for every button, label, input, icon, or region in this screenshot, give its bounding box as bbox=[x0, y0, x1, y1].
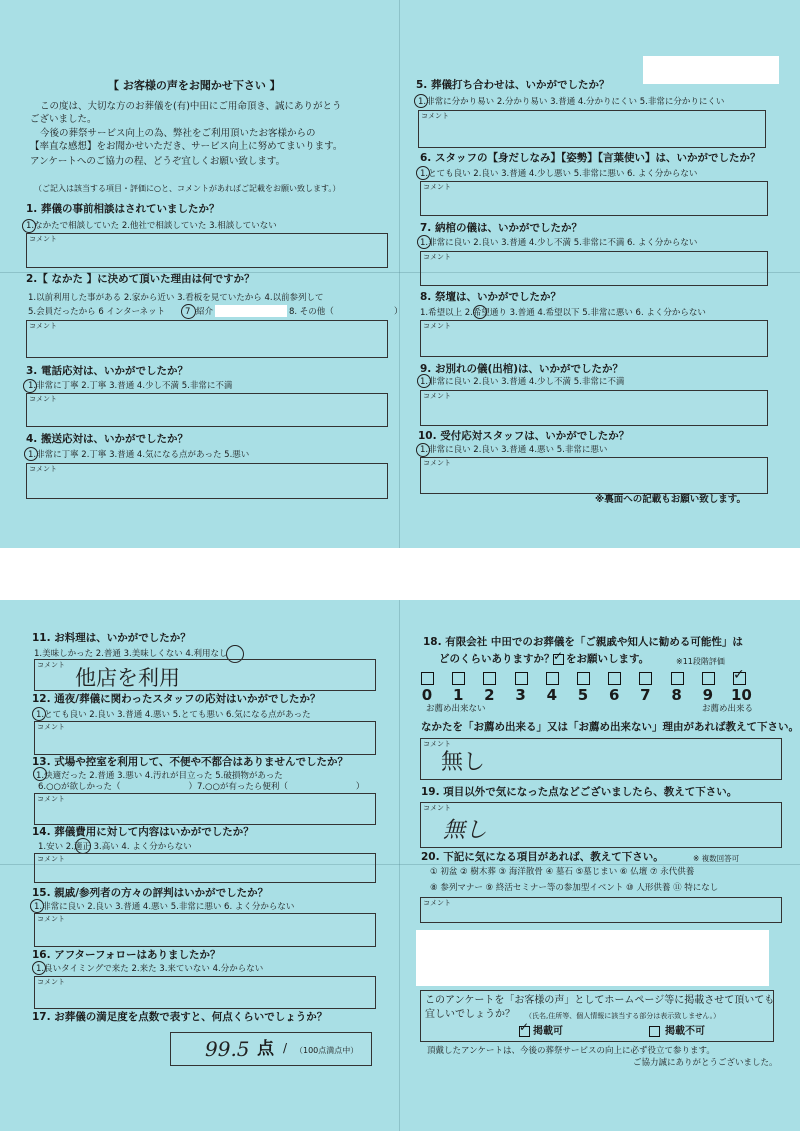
question-19-comment-box[interactable] bbox=[420, 802, 782, 848]
nps-scale-label: 8 bbox=[671, 686, 682, 704]
question-2-comment-box[interactable] bbox=[26, 320, 388, 358]
handwritten-comment: 他店を利用 bbox=[75, 666, 180, 690]
question-3-title: 3. 電話応対は、いかがでしたか？ bbox=[26, 365, 188, 377]
nps-high-label: お薦め出来る bbox=[702, 704, 754, 714]
question-20-note: ※ 複数回答可 bbox=[693, 854, 740, 863]
answer-circle bbox=[416, 166, 430, 180]
instruction-note: （ご記入は該当する項目・評価に○と、コメントがあればご記載をお願い致します。） bbox=[34, 184, 341, 193]
question-3-comment-box[interactable] bbox=[26, 393, 388, 427]
check-mark-icon: ✓ bbox=[519, 1020, 530, 1034]
nps-scale-label: 1 bbox=[452, 686, 464, 704]
survey-title: 【 お客様の声をお聞かせ下さい 】 bbox=[108, 79, 281, 92]
question-20-options: ⑧ 参列マナー ⑨ 終活セミナー等の参加型イベント ⑩ 人形供養 ⑪ 特になし bbox=[430, 883, 719, 893]
question-18-subtitle-2: をお願いします。 bbox=[566, 653, 650, 665]
footer-line: 頂戴したアンケートは、今後の葬祭サービスの向上に必ず役立て参ります。 bbox=[427, 1046, 715, 1056]
nps-scale-label: 10 bbox=[731, 686, 752, 704]
question-3-options: 1.非常に丁寧 2.丁寧 3.普通 4.少し不満 5.非常に不満 bbox=[28, 381, 233, 391]
comment-label: コメント bbox=[423, 804, 451, 812]
back-side-note: ※裏面への記載もお願い致します。 bbox=[595, 494, 746, 505]
question-10-title: 10. 受付応対スタッフは、いかがでしたか？ bbox=[418, 430, 630, 442]
question-14-options: 1.安い 2.適正 3.高い 4. よく分からない bbox=[38, 842, 192, 852]
question-12-options: 1.とても良い 2.良い 3.普通 4.悪い 5.とても悪い 6.気になる点があった bbox=[36, 710, 311, 720]
fold-line bbox=[399, 600, 400, 1131]
nps-scale-label: 3 bbox=[515, 686, 526, 704]
nps-checkbox-0[interactable] bbox=[421, 672, 434, 685]
answer-circle bbox=[417, 374, 431, 388]
question-4-title: 4. 搬送応対は、いかがでしたか？ bbox=[26, 433, 188, 445]
comment-label: コメント bbox=[423, 183, 451, 191]
question-4-comment-box[interactable] bbox=[26, 463, 388, 499]
question-17-title: 17. お葬儀の満足度を点数で表すと、何点くらいでしょうか？ bbox=[32, 1011, 328, 1023]
question-9-title: 9. お別れの儀(出棺)は、いかがでしたか？ bbox=[420, 363, 624, 375]
question-18-title: 18. 有限会社 中田でのお葬儀を「ご親戚や知人に勧める可能性」は bbox=[423, 636, 743, 648]
answer-circle bbox=[417, 235, 431, 249]
question-2-circled-number: 7 bbox=[185, 307, 191, 317]
nps-checkbox-3[interactable] bbox=[515, 672, 528, 685]
comment-label: コメント bbox=[37, 795, 65, 803]
answer-circle bbox=[416, 443, 430, 457]
question-15-comment-box[interactable] bbox=[34, 913, 376, 947]
comment-label: コメント bbox=[421, 112, 449, 120]
question-9-options: 1.非常に良い 2.良い 3.普通 4.少し不満 5.非常に不満 bbox=[420, 377, 625, 387]
question-6-title: 6. スタッフの【身だしなみ】【姿勢】【言葉使い】は、いかがでしたか？ bbox=[420, 152, 761, 164]
answer-circle bbox=[473, 305, 487, 319]
question-16-options: 1.良いタイミングで来た 2.来た 3.来ていない 4.分からない bbox=[36, 964, 264, 974]
comment-label: コメント bbox=[423, 459, 451, 467]
nps-checkbox-2[interactable] bbox=[483, 672, 496, 685]
question-12-title: 12. 通夜/葬儀に関わったスタッフの応対はいかがでしたか？ bbox=[32, 693, 321, 705]
comment-label: コメント bbox=[37, 723, 65, 731]
question-16-comment-box[interactable] bbox=[34, 976, 376, 1009]
nps-checkbox-8[interactable] bbox=[671, 672, 684, 685]
publish-no-label: 掲載不可 bbox=[665, 1026, 705, 1037]
question-20-options: ① 初盆 ② 樹木葬 ③ 海洋散骨 ④ 墓石 ⑤墓じまい ⑥ 仏壇 ⑦ 永代供養 bbox=[430, 867, 695, 877]
comment-label: コメント bbox=[29, 465, 57, 473]
comment-label: コメント bbox=[37, 915, 65, 923]
question-1-options: 1.なかたで相談していた 2.他社で相談していた 3.相談していない bbox=[26, 221, 277, 231]
comment-label: コメント bbox=[29, 235, 57, 243]
intro-line: アンケートへのご協力の程、どうぞ宜しくお願い致します。 bbox=[30, 156, 286, 167]
answer-circle bbox=[24, 447, 38, 461]
question-19-title: 19. 項目以外で気になった点などございましたら、教えて下さい。 bbox=[421, 786, 738, 798]
redaction-block bbox=[643, 56, 779, 84]
question-2-options: 5.会員だったから 6 インターネット bbox=[28, 307, 166, 317]
question-15-options: 1.非常に良い 2.良い 3.普通 4.悪い 5.非常に悪い 6. よく分からない bbox=[34, 902, 295, 912]
answer-circle bbox=[30, 899, 44, 913]
survey-page-front bbox=[0, 0, 800, 548]
redaction-block bbox=[416, 930, 769, 986]
question-11-title: 11. お料理は、いかがでしたか？ bbox=[32, 632, 191, 644]
comment-label: コメント bbox=[29, 395, 57, 403]
nps-selected-check-icon: ✓ bbox=[733, 667, 745, 683]
answer-circle bbox=[32, 707, 46, 721]
question-10-comment-box[interactable] bbox=[420, 457, 768, 494]
question-7-options: 1.非常に良い 2.良い 3.普通 4.少し不満 5.非常に不満 6. よく分からない bbox=[420, 238, 698, 248]
question-7-title: 7. 納棺の儀は、いかがでしたか？ bbox=[420, 222, 582, 234]
publish-question-2: 宜しいでしょうか？ bbox=[425, 1009, 515, 1020]
comment-label: コメント bbox=[423, 253, 451, 261]
question-20-title: 20. 下記に気になる項目があれば、教えて下さい。 bbox=[421, 851, 664, 863]
fold-line bbox=[399, 0, 400, 548]
answer-circle bbox=[414, 94, 428, 108]
question-13-options: 1.快適だった 2.普通 3.悪い 4.汚れが目立った 5.破損物があった bbox=[36, 771, 283, 781]
intro-line: 【率直な感想】をお聞かせいただき、サービス向上に努めてまいります。 bbox=[30, 141, 343, 152]
nps-checkbox-7[interactable] bbox=[639, 672, 652, 685]
handwritten-comment: 無し bbox=[443, 818, 488, 843]
nps-scale-label: 2 bbox=[484, 686, 495, 704]
score-unit: 点 bbox=[257, 1039, 274, 1059]
nps-scale-label: 7 bbox=[640, 686, 651, 704]
question-2-option-referral: 紹介 bbox=[196, 307, 214, 317]
question-1-comment-box[interactable] bbox=[26, 233, 388, 268]
answer-circle bbox=[22, 219, 36, 233]
comment-label: コメント bbox=[37, 978, 65, 986]
question-8-title: 8. 祭壇は、いかがでしたか？ bbox=[420, 291, 561, 303]
publish-question: このアンケートを「お客様の声」としてホームページ等に掲載させて頂いても bbox=[425, 995, 775, 1006]
score-note: （100点満点中） bbox=[295, 1046, 359, 1055]
question-8-comment-box[interactable] bbox=[420, 320, 768, 357]
nps-scale-label: 9 bbox=[702, 686, 714, 704]
nps-scale-label: 0 bbox=[421, 686, 433, 704]
question-11-comment-box[interactable] bbox=[34, 659, 376, 691]
score-slash: / bbox=[283, 1041, 288, 1055]
publish-yes-label: 掲載可 bbox=[533, 1026, 563, 1037]
question-6-comment-box[interactable] bbox=[420, 181, 768, 216]
nps-checkbox-6[interactable] bbox=[608, 672, 621, 685]
nps-scale-label: 5 bbox=[577, 686, 589, 704]
question-1-title: 1. 葬儀の事前相談はされていましたか？ bbox=[26, 203, 220, 215]
question-6-options: 1.とても良い 2.良い 3.普通 4.少し悪い 5.非常に悪い 6. よく分からない bbox=[420, 169, 698, 179]
question-2-options: 1.以前利用した事がある 2.家から近い 3.看板を見ていたから 4.以前参列して bbox=[28, 293, 324, 303]
question-2-option-other: 8. その他（ bbox=[289, 307, 334, 317]
nps-scale-label: 4 bbox=[546, 686, 558, 704]
question-18-reason-prompt: なかたを「お薦め出来る」又は「お薦め出来ない」理由があれば教えて下さい。 bbox=[421, 721, 799, 733]
comment-label: コメント bbox=[423, 322, 451, 330]
question-10-options: 1.非常に良い 2.良い 3.普通 4.悪い 5.非常に悪い bbox=[420, 445, 608, 455]
comment-label: コメント bbox=[29, 322, 57, 330]
footer-line: ご協力誠にありがとうございました。 bbox=[633, 1058, 778, 1068]
question-15-title: 15. 親戚/参列者の方々の評判はいかがでしたか？ bbox=[32, 887, 269, 899]
answer-circle bbox=[23, 379, 37, 393]
question-14-title: 14. 葬儀費用に対して内容はいかがでしたか？ bbox=[32, 826, 254, 838]
question-13-comment-box[interactable] bbox=[34, 793, 376, 825]
question-13-options: 6.○○が欲しかった（ ）7.○○が有ったら便利（ ） bbox=[38, 782, 365, 792]
nps-scale-label: 6 bbox=[608, 686, 620, 704]
question-7-comment-box[interactable] bbox=[420, 251, 768, 286]
question-18-comment-box[interactable] bbox=[420, 738, 782, 780]
question-5-options: 1.非常に分かり易い 2.分かり易い 3.普通 4.分かりにくい 5.非常に分かりにくい bbox=[418, 97, 725, 107]
question-9-comment-box[interactable] bbox=[420, 390, 768, 426]
question-12-comment-box[interactable] bbox=[34, 721, 376, 755]
intro-line: 今後の葬祭サービス向上の為、弊社をご利用頂いたお客様からの bbox=[40, 128, 316, 139]
comment-label: コメント bbox=[423, 740, 451, 748]
publish-no-checkbox[interactable] bbox=[649, 1026, 660, 1037]
answer-circle bbox=[32, 961, 46, 975]
answer-circle bbox=[33, 767, 47, 781]
nps-checkbox-5[interactable] bbox=[577, 672, 590, 685]
nps-checkbox-4[interactable] bbox=[546, 672, 559, 685]
question-16-title: 16. アフターフォローはありましたか？ bbox=[32, 949, 221, 961]
question-13-title: 13. 式場や控室を利用して、不便や不都合はありませんでしたか？ bbox=[32, 756, 349, 768]
intro-line: この度は、大切な方のお葬儀を(有)中田にご用命頂き、誠にありがとう bbox=[40, 101, 342, 112]
question-2-option-other-close: ） bbox=[394, 307, 403, 317]
question-18-scale-note: ※11段階評価 bbox=[676, 657, 725, 666]
nps-checkbox-1[interactable] bbox=[452, 672, 465, 685]
comment-label: コメント bbox=[37, 661, 65, 669]
question-17-score-box[interactable] bbox=[170, 1032, 372, 1066]
nps-checkbox-9[interactable] bbox=[702, 672, 715, 685]
publish-privacy-note: （氏名,住所等、個人情報に該当する部分は表示致しません。） bbox=[525, 1012, 721, 1020]
question-14-comment-box[interactable] bbox=[34, 853, 376, 883]
check-mark-icon: ✓ bbox=[553, 649, 564, 663]
question-5-comment-box[interactable] bbox=[418, 110, 766, 148]
question-4-options: 1.非常に丁寧 2.丁寧 3.普通 4.気になる点があった 5.悪い bbox=[28, 450, 250, 460]
handwritten-comment: 無し bbox=[441, 750, 486, 775]
handwritten-score: 99.5 bbox=[205, 1037, 250, 1061]
question-8-options: 1.希望以上 2.希望通り 3.普通 4.希望以下 5.非常に悪い 6. よく分からない bbox=[420, 308, 706, 318]
question-11-options: 1.美味しかった 2.普通 3.美味しくない 4.利用なし bbox=[34, 649, 228, 659]
redaction-block bbox=[215, 305, 287, 317]
question-5-title: 5. 葬儀打ち合わせは、いかがでしたか？ bbox=[416, 79, 610, 91]
comment-label: コメント bbox=[423, 899, 451, 907]
question-20-comment-box[interactable] bbox=[420, 897, 782, 923]
comment-label: コメント bbox=[423, 392, 451, 400]
comment-label: コメント bbox=[37, 855, 65, 863]
publish-consent-box bbox=[420, 990, 774, 1042]
answer-circle bbox=[75, 838, 91, 854]
nps-low-label: お薦め出来ない bbox=[426, 704, 486, 714]
question-2-title: 2.【 なかた 】に決めて頂いた理由は何ですか？ bbox=[26, 273, 255, 285]
question-18-subtitle: どのくらいありますか？ bbox=[439, 653, 555, 665]
intro-line: ございました。 bbox=[30, 114, 97, 125]
